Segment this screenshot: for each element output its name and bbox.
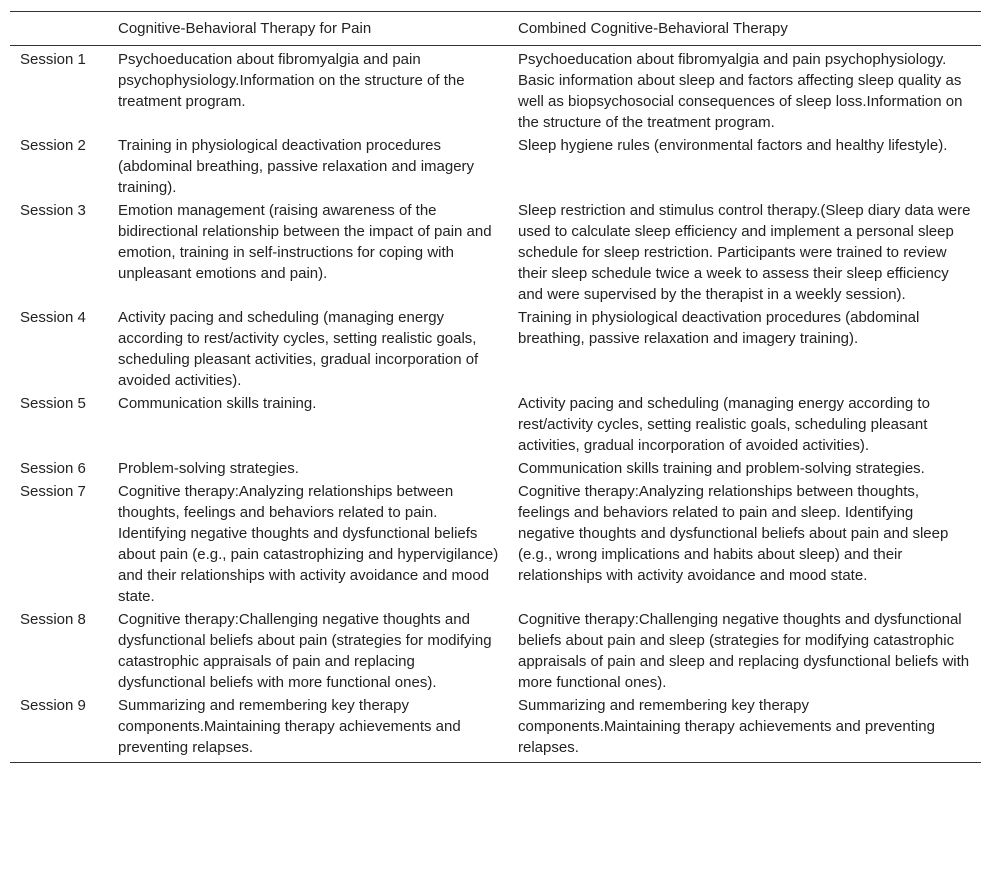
therapy-sessions-table [10, 11, 981, 763]
table-row [10, 480, 981, 608]
table-row [10, 306, 981, 392]
session-label: Session 5 [20, 395, 86, 412]
combined-cbt-cell: Sleep hygiene rules (environmental factors and healthy lifestyle). [518, 137, 948, 154]
header-combined-cbt: Combined Cognitive-Behavioral Therapy [508, 12, 981, 46]
header-session [10, 12, 108, 46]
combined-cbt-cell: Cognitive therapy:Challenging negative thoughts and dysfunctional beliefs about pain and sleep (strategies for modifying catastrophic appraisals of pain and sleep and replacing dysfunctional beliefs with more functional ones). [518, 611, 970, 691]
session-label: Session 8 [20, 611, 86, 628]
table-body [10, 46, 981, 763]
session-label: Session 9 [10, 694, 108, 763]
therapy-sessions-table-wrapper [10, 11, 981, 763]
session-label: Session 3 [20, 202, 86, 219]
session-label: Session 7 [20, 483, 86, 500]
combined-cbt-cell: Cognitive therapy:Analyzing relationships between thoughts, feelings and behaviors related to pain and sleep. Identifying negative thoughts and dysfunctional beliefs about pain and sleep (e.g., wrong implications and habits about sleep) and their relationships with activity avoidance and mood state. [518, 483, 949, 584]
combined-cbt-cell: Communication skills training and problem-solving strategies. [518, 460, 925, 477]
table-header [10, 12, 981, 46]
combined-cbt-cell: Psychoeducation about fibromyalgia and pain psychophysiology. Basic information about sleep and factors affecting sleep quality as well as biopsychosocial consequences of sleep loss.Information on the structure of the treatment program. [518, 51, 963, 131]
session-label: Session 2 [20, 137, 86, 154]
cbt-pain-cell: Communication skills training. [118, 395, 317, 412]
session-label: Session 1 [20, 51, 86, 68]
cbt-pain-cell: Psychoeducation about fibromyalgia and pain psychophysiology.Information on the structure of the treatment program. [118, 51, 465, 110]
table-row [10, 457, 981, 480]
combined-cbt-cell: Summarizing and remembering key therapy components.Maintaining therapy achievements and preventing relapses. [508, 694, 981, 763]
table-row [10, 199, 981, 306]
table-row [10, 134, 981, 199]
table-row [10, 694, 981, 763]
cbt-pain-cell: Cognitive therapy:Analyzing relationships between thoughts, feelings and behaviors related to pain. Identifying negative thoughts and dysfunctional beliefs about pain (e.g., pain catastrophizing and hypervigilance) and their relationships with activity avoidance and mood state. [118, 483, 499, 605]
session-label: Session 6 [20, 460, 86, 477]
table-row [10, 392, 981, 457]
combined-cbt-cell: Activity pacing and scheduling (managing energy according to rest/activity cycles, setting realistic goals, scheduling pleasant activities, gradual incorporation of avoided activities). [518, 395, 930, 454]
table-row [10, 608, 981, 694]
header-cbt-pain: Cognitive-Behavioral Therapy for Pain [108, 12, 508, 46]
session-label: Session 4 [20, 309, 86, 326]
cbt-pain-cell: Cognitive therapy:Challenging negative thoughts and dysfunctional beliefs about pain (strategies for modifying catastrophic appraisals of pain and replacing dysfunctional beliefs with more functional ones). [118, 611, 492, 691]
table-row [10, 46, 981, 135]
cbt-pain-cell: Problem-solving strategies. [118, 460, 299, 477]
combined-cbt-cell: Sleep restriction and stimulus control therapy.(Sleep diary data were used to calculate sleep efficiency and implement a personal sleep schedule for sleep restriction. Participants were trained to review their sleep schedule twice a week to assess their sleep efficiency and were supervised by the therapist in a weekly session). [518, 202, 971, 303]
cbt-pain-cell: Summarizing and remembering key therapy components.Maintaining therapy achievements and preventing relapses. [108, 694, 508, 763]
cbt-pain-cell: Activity pacing and scheduling (managing energy according to rest/activity cycles, setting realistic goals, scheduling pleasant activities, gradual incorporation of avoided activities). [118, 309, 479, 389]
header-row [10, 12, 981, 46]
cbt-pain-cell: Emotion management (raising awareness of the bidirectional relationship between the impact of pain and emotion, training in self-instructions for coping with unpleasant emotions and pain). [118, 202, 492, 282]
combined-cbt-cell: Training in physiological deactivation procedures (abdominal breathing, passive relaxation and imagery training). [518, 309, 920, 347]
cbt-pain-cell: Training in physiological deactivation procedures (abdominal breathing, passive relaxation and imagery training). [118, 137, 475, 196]
